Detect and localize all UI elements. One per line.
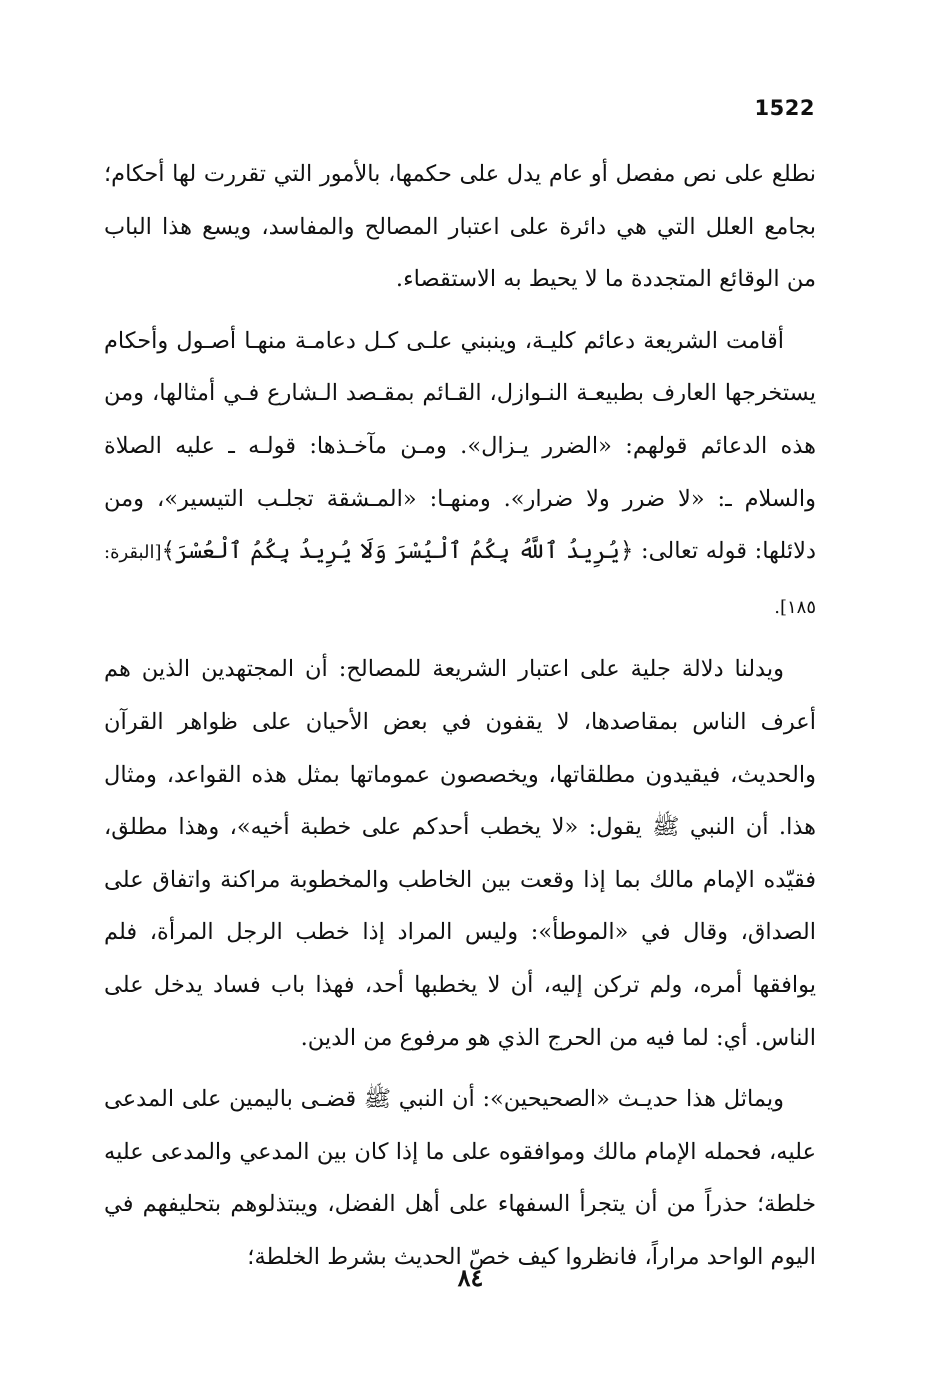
- page-number-top: 1522: [754, 96, 815, 120]
- paragraph-2: [104, 315, 816, 635]
- paragraph-4: ويماثل هذا حديـث «الصحيحين»: أن النبي ﷺ قضـى باليمين على المدعى عليه، فحمله الإمام مالك وموافقوه على ما إذا كان بين المدعي والمدعى عليه خلطة؛ حذراً من أن يتجرأ السفهاء على أهل الفضل، ويبتذلوهم بتحليفهم في اليوم الواحد مراراً، فانظروا كيف خصّ الحديث بشرط الخلطة؛: [104, 1086, 816, 1270]
- paragraph-2-text: أقامت الشريعة دعائم كليـة، وينبني علـى كـل دعامـة منهـا أصـول وأحكام يستخرجها العارف بطبيعـة النـوازل، القـائم بمقـصد الـشارع فـي أمثالها، ومن هذه الدعائم قولهم: «الضرر يـزال». ومـن مآخـذها: قولـه ـ عليه الصلاة والسلام ـ: «لا ضرر ولا ضرار». ومنهـا: «المـشقة تجلـب التيسير»، ومن دلائلها: قوله تعالى:: [104, 327, 816, 565]
- main-text: [104, 148, 816, 1292]
- quran-verse: ﴿يُرِيدُ ٱللَّهُ بِكُمُ ٱلْيُسْرَ وَلَا يُرِيدُ بِكُمُ ٱلْعُسْرَ﴾: [161, 538, 634, 565]
- paragraph-1: نطلع على نص مفصل أو عام يدل على حكمها، بالأمور التي تقررت لها أحكام؛ بجامع العلل التي هي دائرة على اعتبار المصالح والمفاسد، ويسع هذا الباب من الوقائع المتجددة ما لا يحيط به الاستقصاء.: [104, 161, 816, 293]
- quran-reference: [البقرة: ١٨٥].: [104, 542, 816, 618]
- paragraph-3: ويدلنا دلالة جلية على اعتبار الشريعة للمصالح: أن المجتهدين الذين هم أعرف الناس بمقاصدها، لا يقفون في بعض الأحيان على ظواهر القرآن والحديث، فيقيدون مطلقاتها، ويخصصون عموماتها بمثل هذه القواعد، ومثال هذا. أن النبي ﷺ يقول: «لا يخطب أحدكم على خطبة أخيه»، وهذا مطلق، فقيّده الإمام مالك بما إذا وقعت بين الخاطب والمخطوبة مراكنة واتفاق على الصداق، وقال في «الموطأ»: وليس المراد إذا خطب الرجل المرأة، فلم يوافقها أمره، ولم تركن إليه، أن لا يخطبها أحد، فهذا باب فساد يدخل على الناس. أي: لما فيه من الحرج الذي هو مرفوع من الدين.: [104, 656, 816, 1051]
- page-number-bottom: ٨٤: [457, 1263, 484, 1292]
